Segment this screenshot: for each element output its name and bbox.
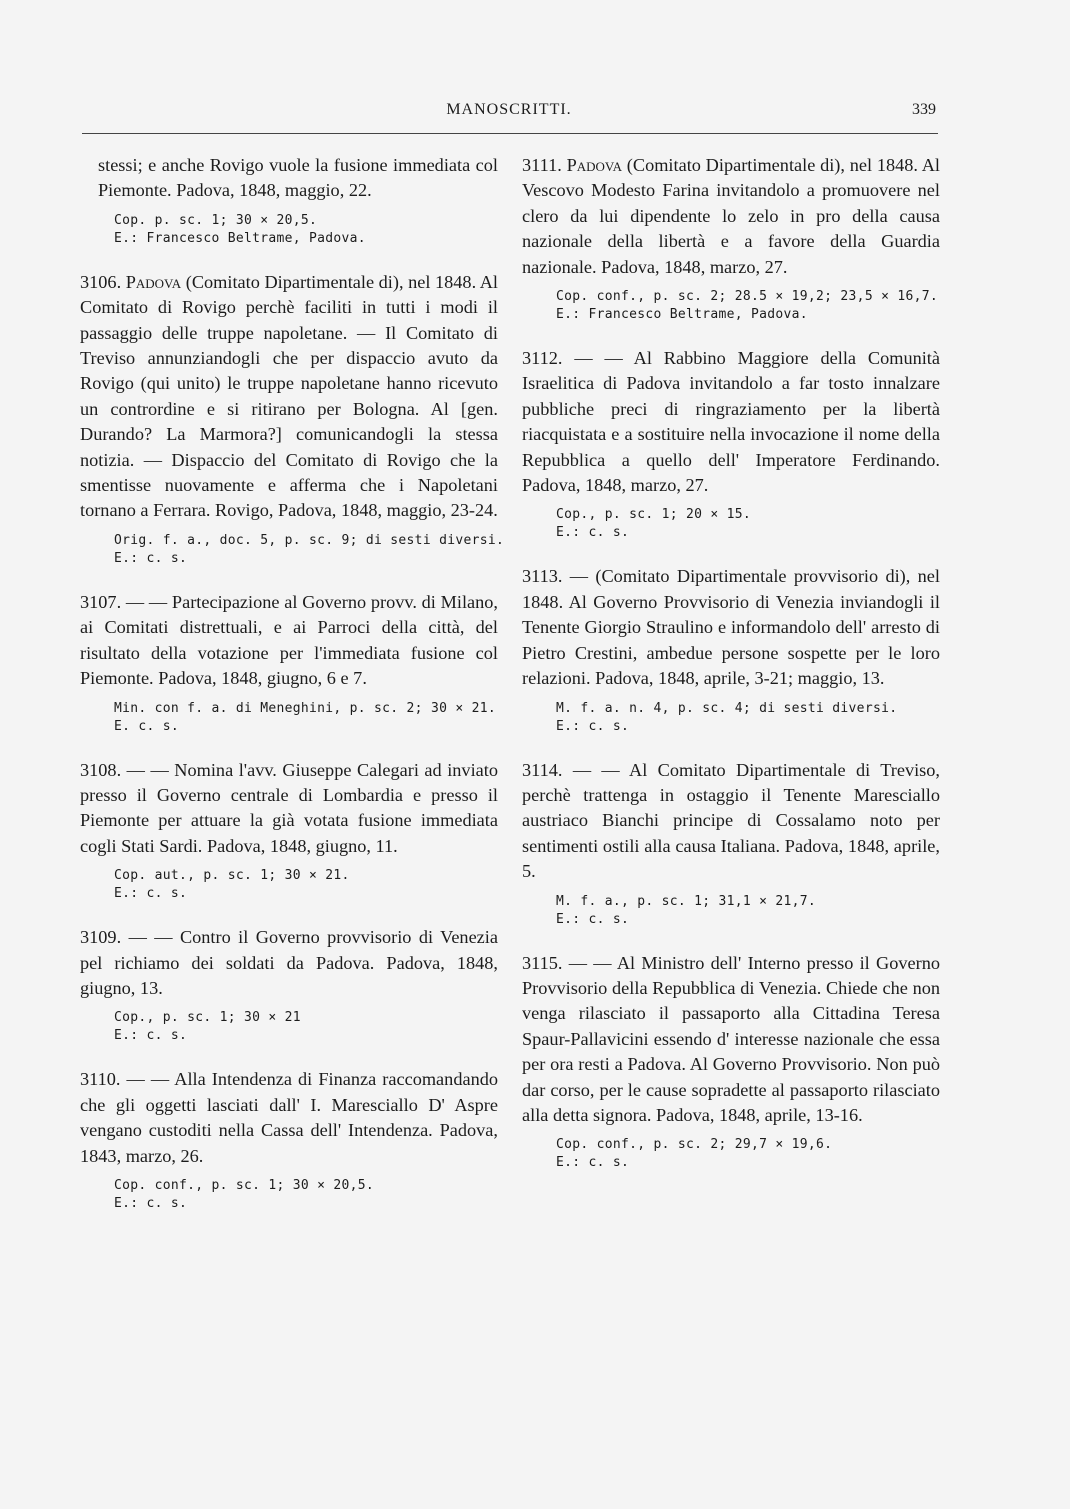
entry-smallcaps: Padova [125,271,182,292]
header-rule [82,133,938,134]
left-column [80,153,505,1213]
meta-line: E.: c. s. [114,1195,188,1211]
catalog-entry [80,153,498,248]
entry-text: — — Al Comitato Dipartimentale di Treviso, perchè trattenga in ostaggio il Tenente Maresciallo austriaco Bianchi principe di Cossalamo noto per sentimenti ostili alla causa Italiana. Padova, 1848, aprile, 5. [522,759,940,882]
entry-meta [556,1136,940,1172]
entry-meta [114,867,498,903]
entry-number: 3115. [522,952,563,973]
entry-number: 3113. [522,566,563,587]
entry-text: — (Comitato Dipartimentale provvisorio di), nel 1848. Al Governo Provvisorio di Venezia inviandogli il Tenente Giorgio Straulino e informandolo dell' arresto di Pietro Crestini, ambedue persone sospette per le loro relazioni. Padova, 1848, aprile, 3-21; maggio, 13. [522,566,940,689]
running-title: MANOSCRITTI. [446,101,572,118]
catalog-entry [80,758,498,904]
entry-number: 3108. [80,759,122,780]
entry-text: (Comitato Dipartimentale di), nel 1848. Al Comitato di Rovigo perchè faciliti in tutti i modi il passaggio delle truppe napoletane. — Il Comitato di Treviso annunziandogli che per dispaccio avuto da Rovigo (qui unito) le truppe napoletane hanno ricevuto un contrordine e si ritirano per Bologna. Al [gen. Durando? La Marmora?] comunicandogli la stessa notizia. — Dispaccio del Comitato di Rovigo che la smentisse nuovamente e afferma che i Napoletani tornano a Ferrara. Rovigo, Padova, 1848, maggio, 23-24. [80,271,498,521]
meta-line: Cop. conf., p. sc. 2; 29,7 × 19,6. [556,1137,833,1153]
entry-meta [114,1177,498,1213]
entry-number: 3111. [522,155,562,175]
catalog-entry [80,270,505,568]
catalog-entry [80,1067,498,1213]
entry-text: stessi; e anche Rovigo vuole la fusione immediata col Piemonte. Padova, 1848, maggio, 22. [98,155,498,201]
catalog-entry [522,758,940,929]
entry-meta [556,288,940,324]
entry-number: 3114. [522,759,563,780]
page-number: 339 [912,101,936,118]
meta-line: E.: c. s. [114,886,188,902]
meta-line: E. c. s. [114,718,180,734]
catalog-entry [522,951,940,1173]
meta-line: E.: c. s. [114,550,188,566]
meta-line: Cop. aut., p. sc. 1; 30 × 21. [114,868,350,884]
meta-line: M. f. a., p. sc. 1; 31,1 × 21,7. [556,893,817,909]
meta-line: Orig. f. a., doc. 5, p. sc. 9; di sesti diversi. [114,532,505,548]
entry-smallcaps: Padova [566,155,622,175]
entry-number: 3112. [522,348,563,369]
meta-line: Min. con f. a. di Meneghini, p. sc. 2; 30 × 21. [114,700,496,716]
entry-number: 3110. [80,1069,121,1090]
entry-meta [114,532,505,568]
meta-line: Cop., p. sc. 1; 30 × 21 [114,1010,301,1026]
entry-text: — — Al Rabbino Maggiore della Comunità Israelitica di Padova invitandolo a far tosto innalzare pubbliche preci di ringraziamento per la libertà riacquistata e a sostituire nella invocazione il nome della Repubblica a quello dell' Imperatore Ferdinando. Padova, 1848, marzo, 27. [522,348,940,496]
entry-text: — — Nomina l'avv. Giuseppe Calegari ad inviato presso il Governo centrale di Lombardia e presso il Piemonte per attuare la già votata fusione immediata cogli Stati Sardi. Padova, 1848, giugno, 11. [80,759,498,856]
catalog-entry [80,590,498,736]
entry-text: — — Al Ministro dell' Interno presso il Governo Provvisorio della Repubblica di Venezia. Chiede che non venga rilasciato il passaporto alla Cittadina Teresa Spaur-Pallavicini essendo d' interesse nazionale che essa per ora resti a Padova. Al Governo Provvisorio. Non può dar corso, per le cause sopradette al passaporto rilasciato alla detta signora. Padova, 1848, aprile, 13-16. [522,952,940,1125]
meta-line: E.: c. s. [556,1155,630,1171]
meta-line: E.: c. s. [114,1028,188,1044]
meta-line: E.: c. s. [556,718,630,734]
meta-line: E.: Francesco Beltrame, Padova. [556,307,808,323]
entry-text: — — Alla Intendenza di Finanza raccomandando che gli oggetti lasciati dall' I. Maresciallo D' Aspre vengano custoditi nella Cassa dell' Intendenza. Padova, 1843, marzo, 26. [80,1069,498,1166]
meta-line: E.: c. s. [556,525,630,541]
meta-line: Cop. p. sc. 1; 30 × 20,5. [114,212,318,228]
entry-meta [114,1009,498,1045]
catalog-entry [80,925,498,1045]
right-column [522,153,940,1172]
entry-number: 3107. [80,591,122,612]
meta-line: E.: Francesco Beltrame, Padova. [114,230,366,246]
entry-number: 3109. [80,927,122,948]
meta-line: Cop. conf., p. sc. 1; 30 × 20,5. [114,1177,375,1193]
entry-text: — — Partecipazione al Governo provv. di Milano, ai Comitati distrettuali, e ai Parroci della città, del risultato della votazione per l'immediata fusione col Piemonte. Padova, 1848, giugno, 6 e 7. [80,591,498,689]
catalog-entry [522,346,940,542]
entry-meta [114,700,498,736]
catalog-entry [522,564,940,735]
page-header [82,101,936,129]
entry-text: — — Contro il Governo provvisorio di Venezia pel richiamo dei soldati da Padova. Padova, 1848, giugno, 13. [80,927,498,998]
meta-line: Cop., p. sc. 1; 20 × 15. [556,507,752,523]
meta-line: E.: c. s. [556,911,630,927]
entry-text: (Comitato Dipartimentale di), nel 1848. Al Vescovo Modesto Farina invitandolo a promuovere nel clero da lui dipendente lo zelo in pro della causa nazionale della libertà e a favore della Guardia nazionale. Padova, 1848, marzo, 27. [522,155,941,277]
entry-meta [556,506,940,542]
entry-meta [114,212,498,248]
meta-line: M. f. a. n. 4, p. sc. 4; di sesti diversi. [556,700,898,716]
meta-line: Cop. conf., p. sc. 2; 28.5 × 19,2; 23,5 × 16,7. [556,289,938,305]
catalog-entry [522,153,940,324]
entry-meta [556,893,940,929]
entry-number: 3106. [80,271,122,292]
entry-meta [556,700,940,736]
